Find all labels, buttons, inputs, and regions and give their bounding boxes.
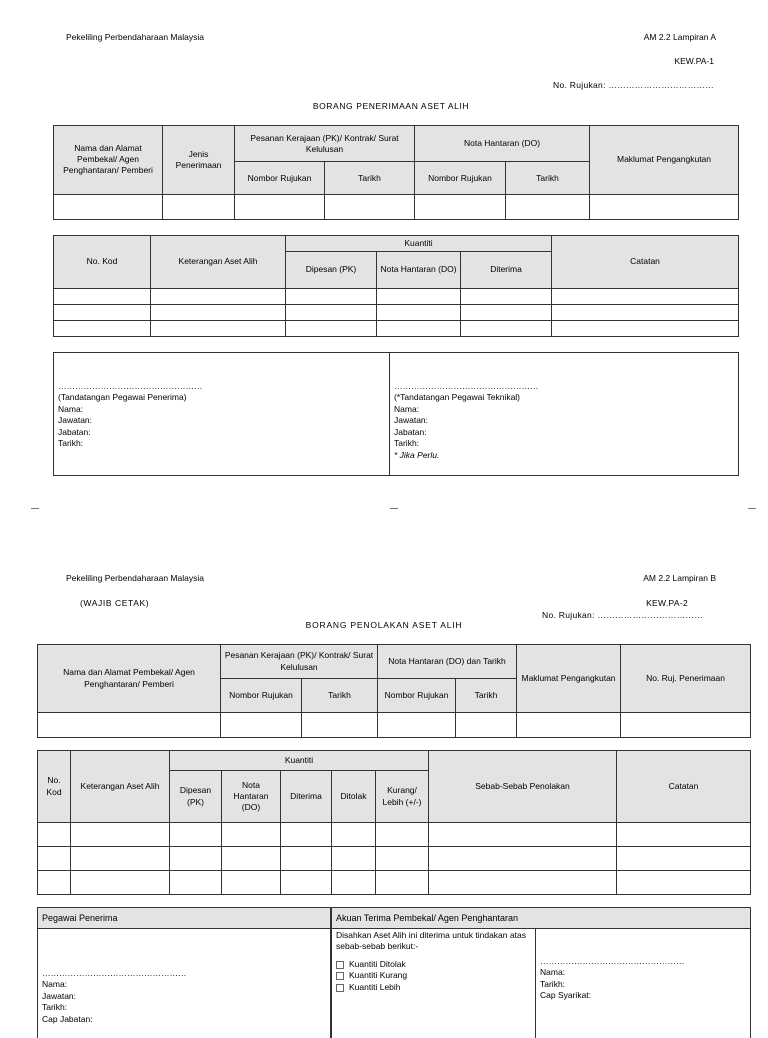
supplier-table (37, 644, 751, 738)
checkbox-icon[interactable] (336, 972, 344, 980)
table-row (38, 823, 751, 847)
header-received: Diterima (461, 252, 552, 289)
name-label: Nama: (540, 967, 566, 978)
signature-line: …………………………………………… (394, 381, 539, 391)
header-ordered: Dipesan (PK) (170, 771, 222, 823)
department-label: Jabatan: (58, 426, 91, 437)
option-short[interactable]: Kuantiti Kurang (336, 970, 531, 981)
form-code: KEW.PA-2 (646, 598, 688, 608)
supplier-signature-block[interactable] (540, 956, 745, 1002)
acknowledgement-area (37, 907, 751, 1038)
page-break-mark (748, 508, 756, 509)
divider (330, 908, 332, 1038)
header-transport: Maklumat Pengangkutan (517, 645, 621, 713)
header-order: Pesanan Kerajaan (PK)/ Kontrak/ Surat Kelulusan (235, 126, 415, 162)
signature-area (53, 352, 739, 476)
checkbox-icon[interactable] (336, 984, 344, 992)
name-label: Nama: (58, 403, 84, 414)
header-order-ref: Nombor Rujukan (221, 679, 302, 713)
table-cell[interactable] (325, 194, 415, 219)
date-label: Tarikh: (58, 438, 84, 449)
header-description: Keterangan Aset Alih (151, 236, 286, 289)
reference-number: No. Rujukan: ……………………………… (553, 80, 714, 90)
header-received: Diterima (281, 771, 332, 823)
header-order-date: Tarikh (302, 679, 378, 713)
position-label: Jawatan: (42, 990, 77, 1001)
mandatory-print-label: (WAJIB CETAK) (80, 598, 150, 608)
header-notes: Catatan (617, 751, 751, 823)
option-excess[interactable]: Kuantiti Lebih (336, 982, 531, 993)
signature-line: …………………………………………… (540, 956, 685, 966)
reference-number: No. Rujukan: ……………………………… (542, 610, 703, 620)
signature-line: …………………………………………… (42, 968, 187, 978)
header-delivery-note: Nota Hantaran (DO) dan Tarikh (378, 645, 517, 679)
page-break-mark (31, 508, 39, 509)
name-label: Nama: (42, 979, 68, 990)
date-label: Tarikh: (540, 978, 566, 989)
header-order: Pesanan Kerajaan (PK)/ Kontrak/ Surat Kelulusan (221, 645, 378, 679)
table-cell[interactable] (235, 194, 325, 219)
position-label: Jawatan: (394, 415, 429, 426)
table-cell[interactable] (590, 194, 739, 219)
confirmation-text: Disahkan Aset Alih ini diterima untuk tindakan atas sebab-sebab berikut:- (336, 930, 526, 952)
header-order-ref: Nombor Rujukan (235, 162, 325, 194)
header-supplier: Nama dan Alamat Pembekal/ Agen Penghantaran/ Pemberi (38, 645, 221, 713)
receiver-signature-block[interactable] (58, 381, 378, 450)
table-row (54, 194, 739, 219)
header-description: Keterangan Aset Alih (71, 751, 170, 823)
table-row (38, 713, 751, 738)
divider (389, 353, 390, 475)
header-reasons: Sebab-Sebab Penolakan (429, 751, 617, 823)
rejection-table (37, 750, 751, 895)
form-title: BORANG PENERIMAAN ASET ALIH (312, 101, 470, 111)
header-supplier: Nama dan Alamat Pembekal/ Agen Penghantaran/ Pemberi (54, 126, 163, 195)
table-cell[interactable] (506, 194, 590, 219)
form-code: KEW.PA-1 (674, 56, 714, 66)
table-row (38, 847, 751, 871)
form-title: BORANG PENOLAKAN ASET ALIH (305, 620, 463, 630)
company-stamp-label: Cap Syarikat: (540, 990, 592, 1001)
technical-signature-block[interactable] (394, 381, 724, 461)
header-delivery-note: Nota Hantaran (DO) (415, 126, 590, 162)
table-row (38, 871, 751, 895)
header-right: AM 2.2 Lampiran A (643, 32, 716, 42)
asset-table (53, 235, 739, 337)
position-label: Jawatan: (58, 415, 93, 426)
header-transport: Maklumat Pengangkutan (590, 126, 739, 195)
name-label: Nama: (394, 403, 420, 414)
header-do-date: Tarikh (506, 162, 590, 194)
header-receipt-type: Jenis Penerimaan (163, 126, 235, 195)
confirmation-block (336, 930, 531, 993)
header-difference: Kurang/ Lebih (+/-) (376, 771, 429, 823)
receiver-signature-block[interactable] (42, 968, 322, 1025)
header-do: Nota Hantaran (DO) (222, 771, 281, 823)
department-stamp-label: Cap Jabatan: (42, 1013, 93, 1024)
header-left: Pekeliling Perbendaharaan Malaysia (66, 573, 204, 583)
table-cell[interactable] (54, 194, 163, 219)
receiver-section-title: Pegawai Penerima (42, 913, 118, 923)
header-rejected: Ditolak (332, 771, 376, 823)
table-row (54, 289, 739, 305)
supplier-table (53, 125, 739, 220)
signature-line: …………………………………………… (58, 381, 203, 391)
header-do-ref: Nombor Rujukan (378, 679, 456, 713)
header-code: No. Kod (38, 751, 71, 823)
signature-role: (*Tandatangan Pegawai Teknikal) (394, 392, 521, 403)
header-code: No. Kod (54, 236, 151, 289)
page-break-mark (390, 508, 398, 509)
supplier-section-title: Akuan Terima Pembekal/ Agen Penghantaran (336, 913, 518, 923)
header-right: AM 2.2 Lampiran B (643, 573, 716, 583)
header-quantity: Kuantiti (170, 751, 429, 771)
date-label: Tarikh: (42, 1002, 68, 1013)
table-row (54, 321, 739, 337)
header-ordered: Dipesan (PK) (286, 252, 377, 289)
checkbox-icon[interactable] (336, 961, 344, 969)
signature-role: (Tandatangan Pegawai Penerima) (58, 392, 187, 403)
date-label: Tarikh: (394, 438, 420, 449)
header-do-date: Tarikh (456, 679, 517, 713)
header-do: Nota Hantaran (DO) (377, 252, 461, 289)
header-do-ref: Nombor Rujukan (415, 162, 506, 194)
header-notes: Catatan (552, 236, 739, 289)
table-cell[interactable] (163, 194, 235, 219)
department-label: Jabatan: (394, 426, 427, 437)
option-rejected[interactable]: Kuantiti Ditolak (336, 959, 531, 970)
header-order-date: Tarikh (325, 162, 415, 194)
table-cell[interactable] (415, 194, 506, 219)
header-left: Pekeliling Perbendaharaan Malaysia (66, 32, 204, 42)
table-row (54, 305, 739, 321)
header-quantity: Kuantiti (286, 236, 552, 252)
footnote: * Jika Perlu. (394, 449, 440, 460)
divider (535, 928, 536, 1038)
header-receipt-ref: No. Ruj. Penerimaan (621, 645, 751, 713)
